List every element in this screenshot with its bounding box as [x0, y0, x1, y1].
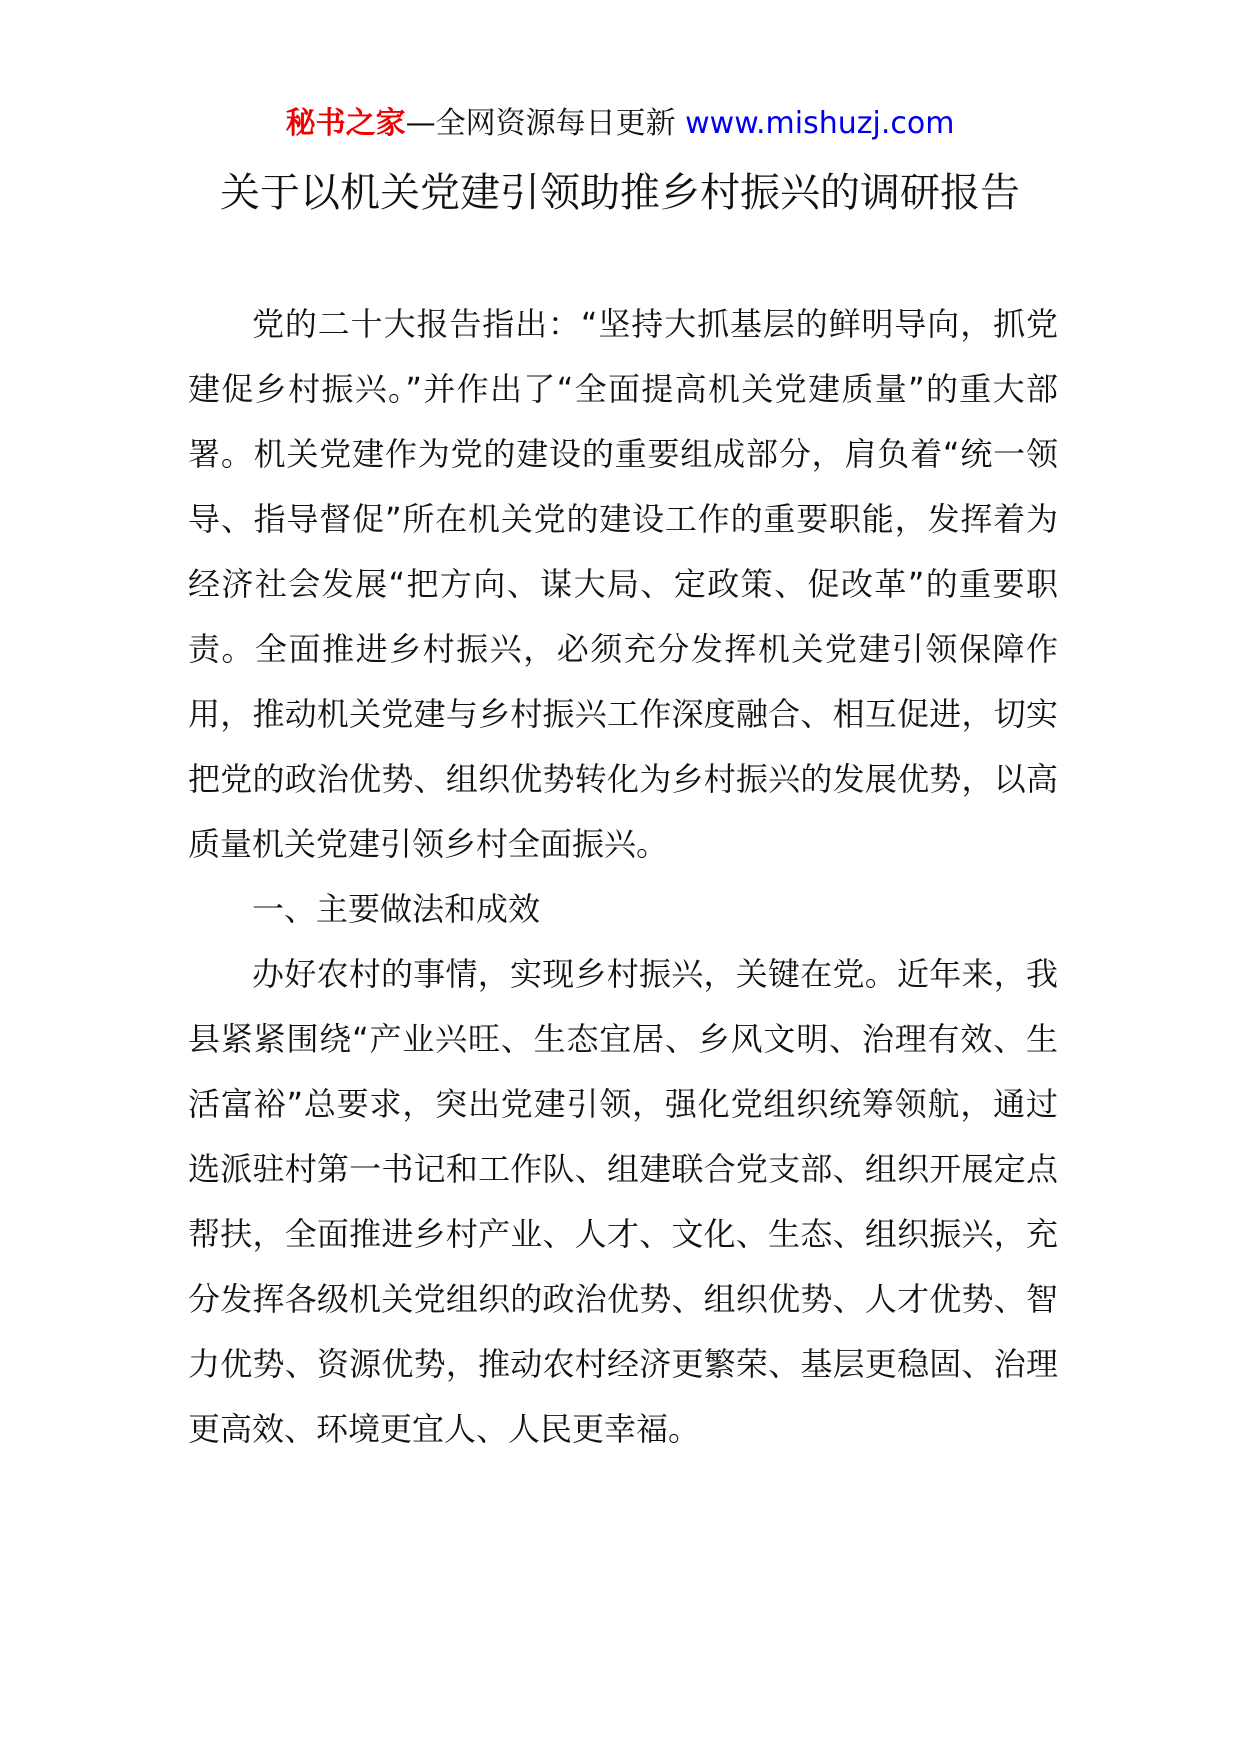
site-url-link[interactable]: www.mishuzj.com — [685, 106, 955, 141]
brand-name: 秘书之家 — [285, 106, 406, 141]
section-heading: 一、主要做法和成效 — [252, 890, 541, 928]
body-paragraph: 党的二十大报告指出：“坚持大抓基层的鲜明导向，抓党建促乡村振兴。”并作出了“全面提高机关党建质量”的重大部署。机关党建作为党的建设的重要组成部分，肩负着“统一领导、指导督促”所在机关党的建设工作的重要职能，发挥着为经济社会发展“把方向、谋大局、定政策、促改革”的重要职责。全面推进乡村振兴，必须充分发挥机关党建引领保障作用，推动机关党建与乡村振兴工作深度融合、相互促进，切实把党的政治优势、组织优势转化为乡村振兴的发展优势，以高质量机关党建引领乡村全面振兴。 — [188, 305, 1058, 863]
body-paragraph: 办好农村的事情，实现乡村振兴，关键在党。近年来，我县紧紧围绕“产业兴旺、生态宜居、乡风文明、治理有效、生活富裕”总要求，突出党建引领，强化党组织统筹领航，通过选派驻村第一书记和工作队、组建联合党支部、组织开展定点帮扶，全面推进乡村产业、人才、文化、生态、组织振兴，充分发挥各级机关党组织的政治优势、组织优势、人才优势、智力优势、资源优势，推动农村经济更繁荣、基层更稳固、治理更高效、环境更宜人、人民更幸福。 — [188, 955, 1058, 1448]
document-body — [188, 292, 1058, 1462]
site-header — [0, 103, 1240, 145]
header-tagline: —全网资源每日更新 — [405, 106, 676, 141]
document-title: 关于以机关党建引领助推乡村振兴的调研报告 — [220, 170, 1020, 216]
